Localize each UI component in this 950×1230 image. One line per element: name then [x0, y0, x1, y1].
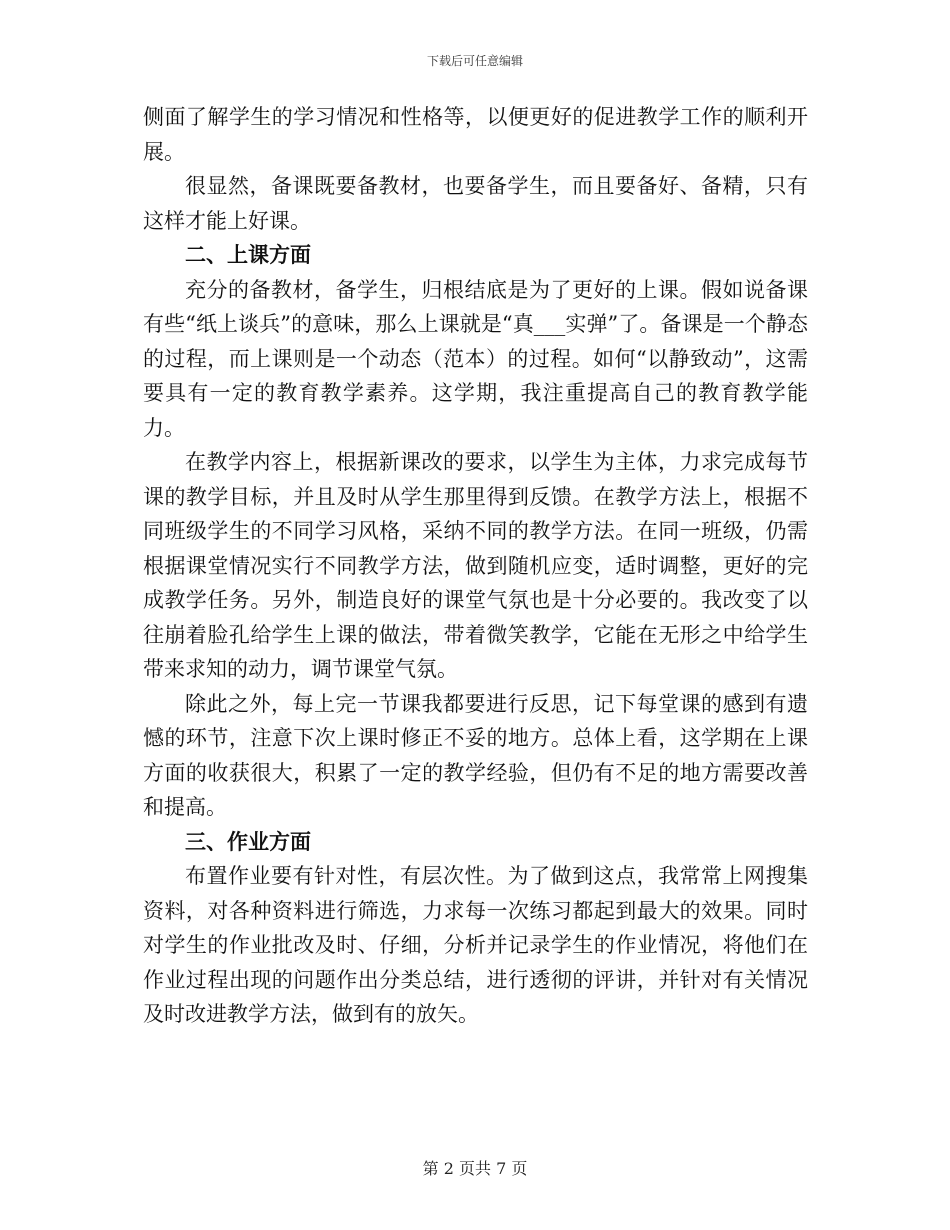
paragraph-preparation-summary: 很显然，备课既要备教材，也要备学生，而且要备好、备精，只有这样才能上好课。: [143, 174, 808, 233]
section-heading-classroom: 二、上课方面: [185, 243, 311, 267]
paragraph-classroom-intro: 充分的备教材，备学生，归根结底是为了更好的上课。假如说备课有些“纸上谈兵”的意味，那么上课就是“真___实弹”了。备课是一个静态的过程，而上课则是一个动态（范本）的过程。如何“以静致动”，这需要具有一定的教育教学素养。这学期，我注重提高自己的教育教学能力。: [143, 277, 808, 440]
paragraph-reflection: 除此之外，每上完一节课我都要进行反思，记下每堂课的感到有遗憾的环节，注意下次上课时修正不妥的地方。总体上看，这学期在上课方面的收获很大，积累了一定的教学经验，但仍有不足的地方需要改善和提高。: [143, 691, 808, 819]
paragraph-homework: 布置作业要有针对性，有层次性。为了做到这点，我常常上网搜集资料，对各种资料进行筛选，力求每一次练习都起到最大的效果。同时对学生的作业批改及时、仔细，分析并记录学生的作业情况，将他们在作业过程出现的问题作出分类总结，进行透彻的评讲，并针对有关情况及时改进教学方法，做到有的放矢。: [143, 864, 808, 1026]
page-number: 第 2 页共 7 页: [422, 1159, 528, 1178]
header-text: 下载后可任意编辑: [426, 54, 523, 68]
section-heading-homework: 三、作业方面: [185, 829, 311, 854]
page-header: [0, 52, 950, 69]
document-body: [143, 100, 808, 1032]
paragraph-continuation: 侧面了解学生的学习情况和性格等，以便更好的促进教学工作的顺利开展。: [143, 105, 808, 164]
paragraph-teaching-content: 在教学内容上，根据新课改的要求，以学生为主体，力求完成每节课的教学目标，并且及时从学生那里得到反馈。在教学方法上，根据不同班级学生的不同学习风格，采纳不同的教学方法。在同一班级，仍需根据课堂情况实行不同教学方法，做到随机应变，适时调整，更好的完成教学任务。另外，制造良好的课堂气氛也是十分必要的。我改变了以往崩着脸孔给学生上课的做法，带着微笑教学，它能在无形之中给学生带来求知的动力，调节课堂气氛。: [143, 450, 808, 681]
page-footer: [0, 1156, 950, 1179]
